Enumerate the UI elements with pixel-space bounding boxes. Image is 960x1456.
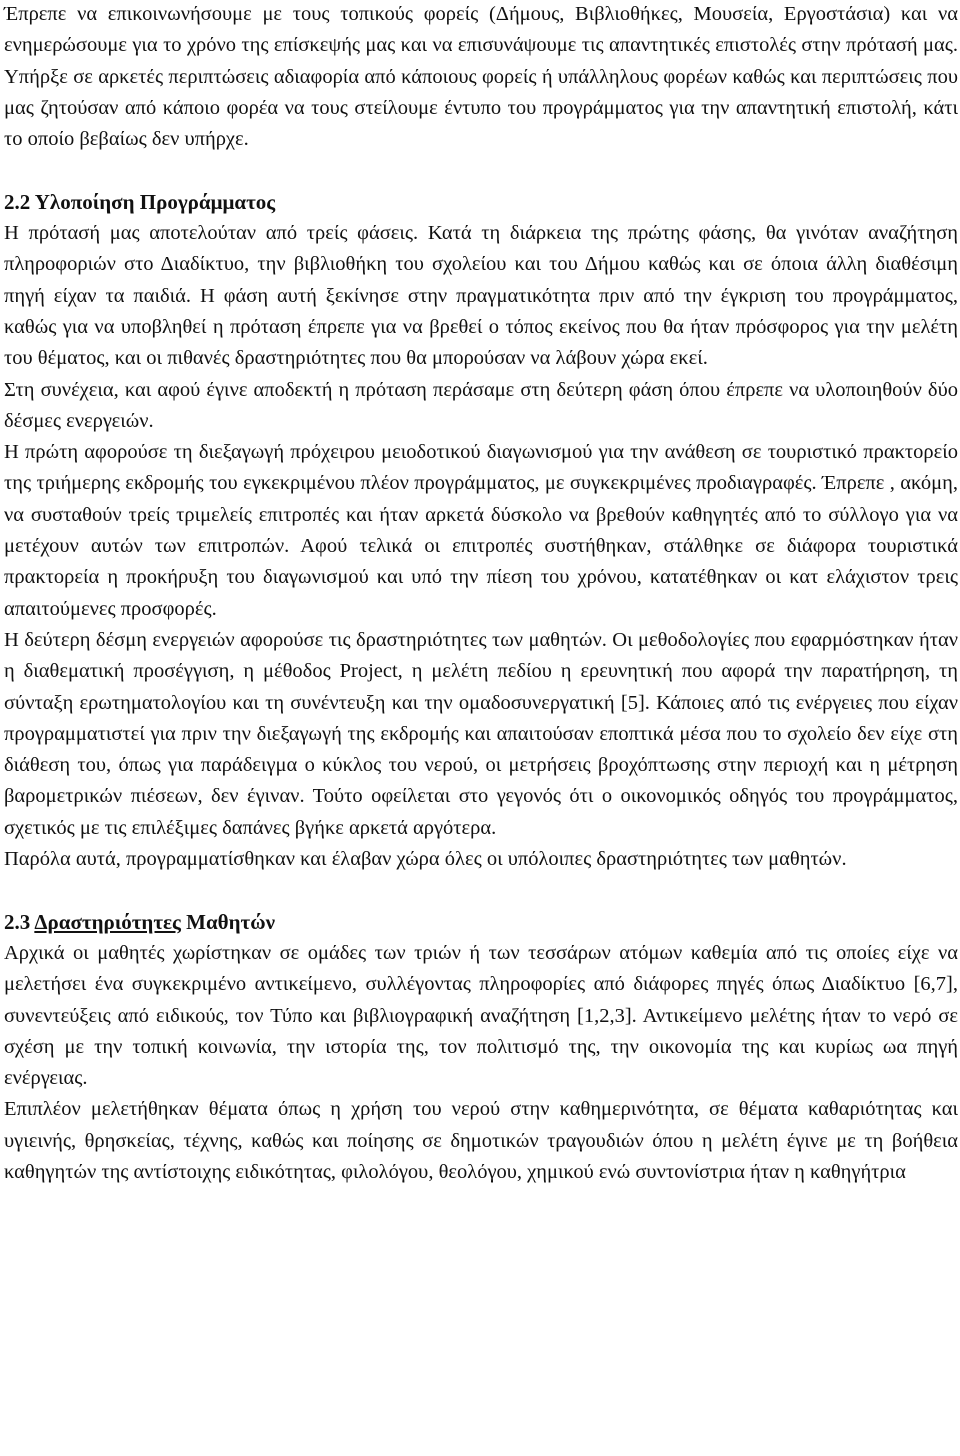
section-2-3-underlined-word: Δραστηριότητες	[34, 909, 181, 934]
intro-paragraph: Έπρεπε να επικοινωνήσουμε με τους τοπικούς φορείς (Δήμους, Βιβλιοθήκες, Μουσεία, Εργοστάσια) και να ενημερώσουμε για το χρόνο της επίσκεψής μας και να επισυνάψουμε τις απαντητικές επιστολές στην πρότασή μας. Υπήρξε σε αρκετές περιπτώσεις αδιαφορία από κάποιους φορείς ή υπάλληλους φορέων καθώς και περιπτώσεις που μας ζητούσαν από κάποιο φορέα να τους στείλουμε έντυπο του προγράμματος για την απαντητική επιστολή, κάτι το οποίο βεβαίως δεν υπήρχε.	[4, 3, 958, 151]
section-2-2-paragraph-4: Η δεύτερη δέσμη ενεργειών αφορούσε τις δραστηριότητες των μαθητών. Οι μεθοδολογίες που εφαρμόστηκαν ήταν η διαθεματική προσέγγιση, η μέθοδος Project, η μελέτη πεδίου η ερευνητική που αφορά την παρατήρηση, τη σύνταξη ερωτηματολογίου και τη συνέντευξη και την ομαδοσυνεργατική [5]. Κάποιες από τις ενέργειες που είχαν προγραμματιστεί για πριν την διεξαγωγή της εκδρομής και απαιτούσαν εποπτικά μέσα που το σχολείο δεν είχε στη διάθεση του, όπως για παράδειγμα ο κύκλος του νερού, οι μετρήσεις βροχόπτωσης στην περιοχή και η μέτρηση βαρομετρικών πιέσεων, δεν έγιναν. Τούτο οφείλεται στο γεγονός ότι ο οικονομικός οδηγός του προγράμματος, σχετικός με τις επιλέξιμες δαπάνες βγήκε αρκετά αργότερα.	[4, 628, 958, 839]
section-2-2-paragraph-3: Η πρώτη αφορούσε τη διεξαγωγή πρόχειρου μειοδοτικού διαγωνισμού για την ανάθεση σε τουριστικό πρακτορείο της τριήμερης εκδρομής του εγκεκριμένου πλέον προγράμματος, με συγκεκριμένες προδιαγραφές. Έπρεπε , ακόμη, να συσταθούν τρείς τριμελείς επιτροπές και ήταν αρκετά δύσκολο να βρεθούν καθηγητές από το σύλλογο για να μετέχουν αυτών των επιτροπών. Αφού τελικά οι επιτροπές συστήθηκαν, στάλθηκε σε διάφορα τουριστικά πρακτορεία η προκήρυξη του διαγωνισμού και υπό την πίεση του χρόνου, κατατέθηκαν οι κατ ελάχιστον τρεις απαιτούμενες προσφορές.	[4, 441, 958, 620]
section-2-3-paragraph-1: Αρχικά οι μαθητές χωρίστηκαν σε ομάδες των τριών ή των τεσσάρων ατόμων καθεμία από τις οποίες είχε να μελετήσει ένα συγκεκριμένο αντικείμενο, συλλέγοντας πληροφορίες από διάφορες πηγές όπως Διαδίκτυο [6,7], συνεντεύξεις από ειδικούς, τον Τύπο και βιβλιογραφική αναζήτηση [1,2,3]. Αντικείμενο μελέτης ήταν το νερό σε σχέση με την τοπική κοινωνία, την ιστορία της, τον πολιτισμό της, την οικονομία της και κυρίως ωα πηγή ενέργειας.	[4, 941, 958, 1090]
section-2-2-paragraph-1: Η πρότασή μας αποτελούταν από τρείς φάσεις. Κατά τη διάρκεια της πρώτης φάσης, θα γινόταν αναζήτηση πληροφοριών στο Διαδίκτυο, την βιβλιοθήκη του σχολείου και του Δήμου καθώς και σε όποια άλλη διαθέσιμη πηγή είχαν τα παιδιά. Η φάση αυτή ξεκίνησε στην πραγματικότητα πριν από την έγκριση του προγράμματος, καθώς για να υποβληθεί η πρόταση έπρεπε για να βρεθεί ο τόπος εκείνος που θα ήταν πρόσφορος για την μελέτη του θέματος, και οι πιθανές δραστηριότητες που θα μπορούσαν να λάβουν χώρα εκεί.	[4, 222, 958, 370]
section-2-2-paragraph-5: Παρόλα αυτά, προγραμματίσθηκαν και έλαβαν χώρα όλες οι υπόλοιπες δραστηριότητες των μαθητών.	[4, 848, 847, 871]
section-2-2-paragraph-2: Στη συνέχεια, και αφού έγινε αποδεκτή η πρόταση περάσαμε στη δεύτερη φάση όπου έπρεπε να υλοποιηθούν δύο δέσμες ενεργειών.	[4, 378, 958, 432]
section-2-3-title-rest: Μαθητών	[186, 909, 275, 934]
section-2-3-paragraph-2: Επιπλέον μελετήθηκαν θέματα όπως η χρήση του νερού στην καθημερινότητα, σε θέματα καθαριότητας και υγιεινής, θρησκείας, τέχνης, καθώς και ποίησης σε δημοτικών τραγουδιών όπου η μελέτη έγινε με τη βοήθεια καθηγητών της αντίστοιχης ειδικότητας, φιλολόγου, θεολόγου, χημικού ενώ συντονίστρια ήταν η καθηγήτρια	[4, 1098, 958, 1183]
paragraph-spacer	[4, 875, 958, 906]
section-2-3-number: 2.3	[4, 909, 31, 934]
document-page	[4, 0, 958, 1188]
paragraph-spacer	[4, 155, 958, 186]
section-heading-2-3	[4, 907, 958, 938]
section-heading-2-2: 2.2 Υλοποίηση Προγράμματος	[4, 189, 276, 214]
